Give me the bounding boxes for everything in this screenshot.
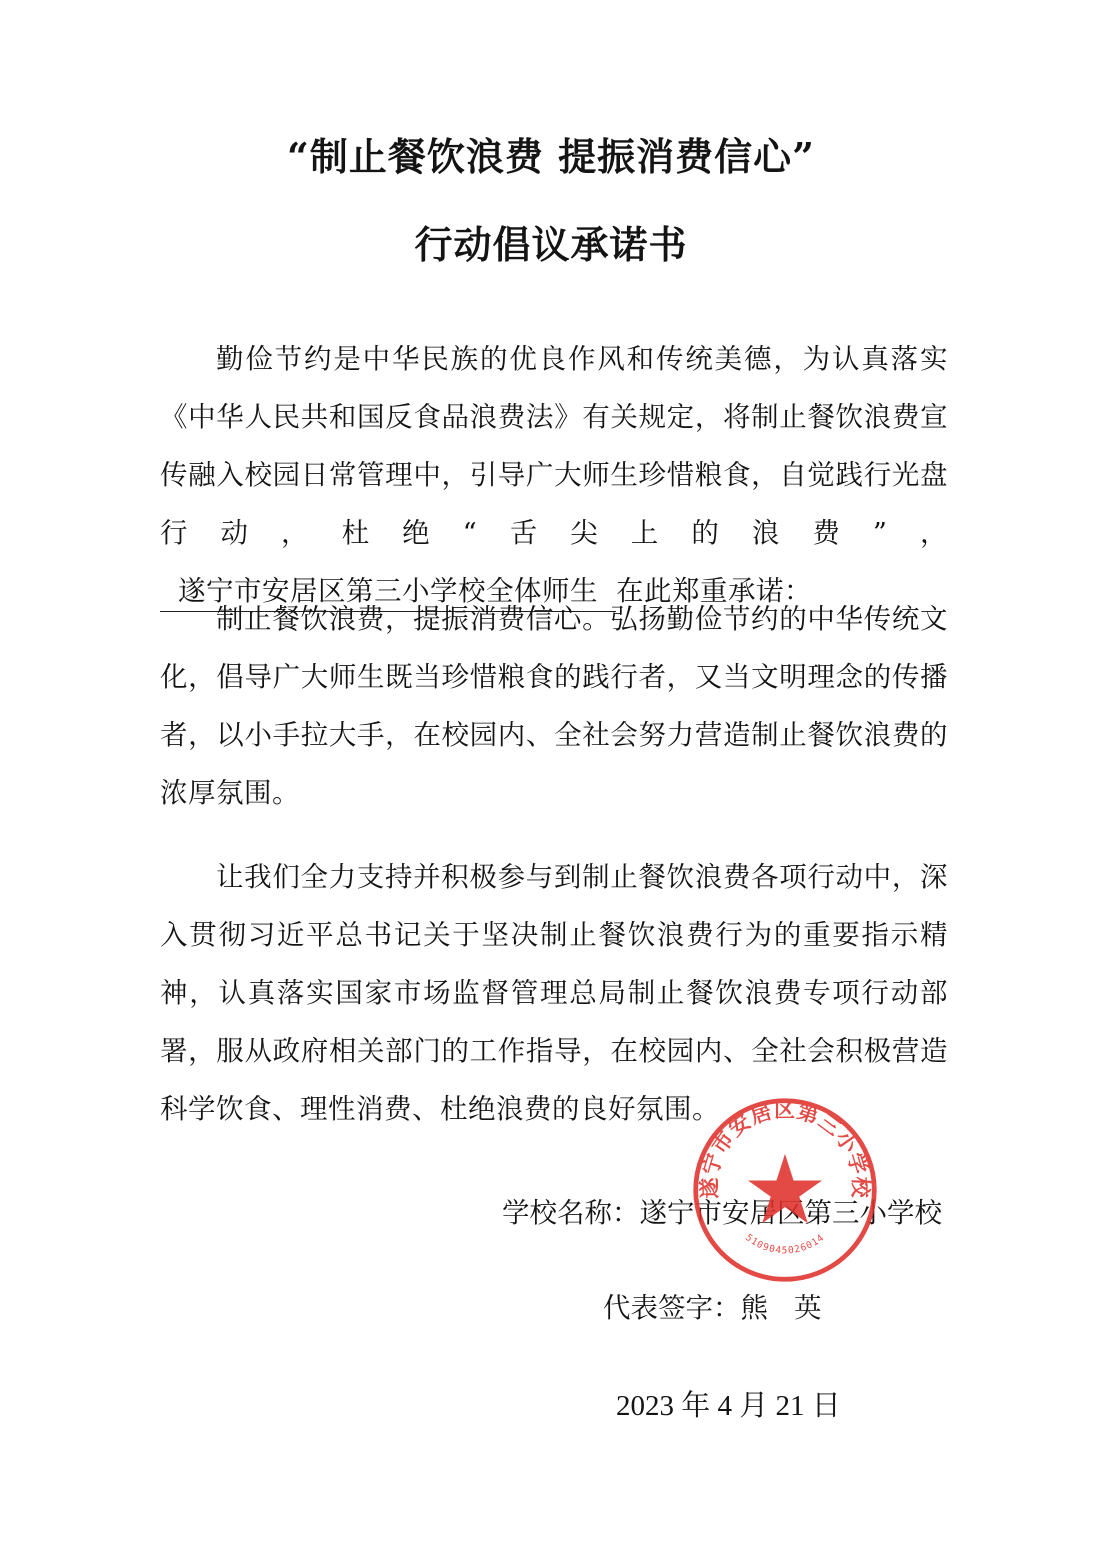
representative-label: 代表签字： bbox=[603, 1292, 741, 1324]
document-title-line2: 行动倡议承诺书 bbox=[414, 222, 688, 267]
paragraph-intro-tail: 在此郑重承诺： bbox=[616, 575, 812, 607]
paragraph-intro bbox=[160, 330, 948, 620]
pledger-fill-blank: 遂宁市安居区第三小学校全体师生 bbox=[160, 571, 616, 612]
seal-school-text: 遂宁市安居区第三小学校 bbox=[697, 1097, 873, 1199]
representative-line bbox=[603, 1285, 848, 1325]
paragraph-intro-text: 勤俭节约是中华民族的优良作风和传统美德，为认真落实《中华人民共和国反食品浪费法》有关规定，将制止餐饮浪费宣传融入校园日常管理中，引导广大师生珍惜粮食，自觉践行光盘行动，杜绝“舌尖上的浪费”， bbox=[160, 343, 948, 549]
paragraph-pledge: 制止餐饮浪费，提振消费信心。弘扬勤俭节约的中华传统文化，倡导广大师生既当珍惜粮食的践行者，又当文明理念的传播者，以小手拉大手，在校园内、全社会努力营造制止餐饮浪费的浓厚氛围。 bbox=[160, 603, 948, 809]
star-icon bbox=[748, 1154, 822, 1223]
document-title-line1: “制止餐饮浪费 提振消费信心” bbox=[287, 134, 815, 179]
paragraph-commitment: 让我们全力支持并积极参与到制止餐饮浪费各项行动中，深入贯彻习近平总书记关于坚决制止餐饮浪费行为的重要指示精神，认真落实国家市场监督管理总局制止餐饮浪费专项行动部署，服从政府相关部门的工作指导，在校园内、全社会积极营造科学饮食、理性消费、杜绝浪费的良好氛围。 bbox=[160, 861, 948, 1125]
official-seal bbox=[690, 1095, 880, 1285]
school-name-value: 遂宁市安居区第三小学校 bbox=[639, 1197, 942, 1229]
signing-date: 2023 年 4 月 21 日 bbox=[616, 1390, 841, 1422]
representative-name: 熊英 bbox=[740, 1292, 848, 1324]
school-name-label: 学校名称： bbox=[502, 1197, 640, 1229]
seal-code-text: 5109045026014 bbox=[743, 1232, 827, 1257]
